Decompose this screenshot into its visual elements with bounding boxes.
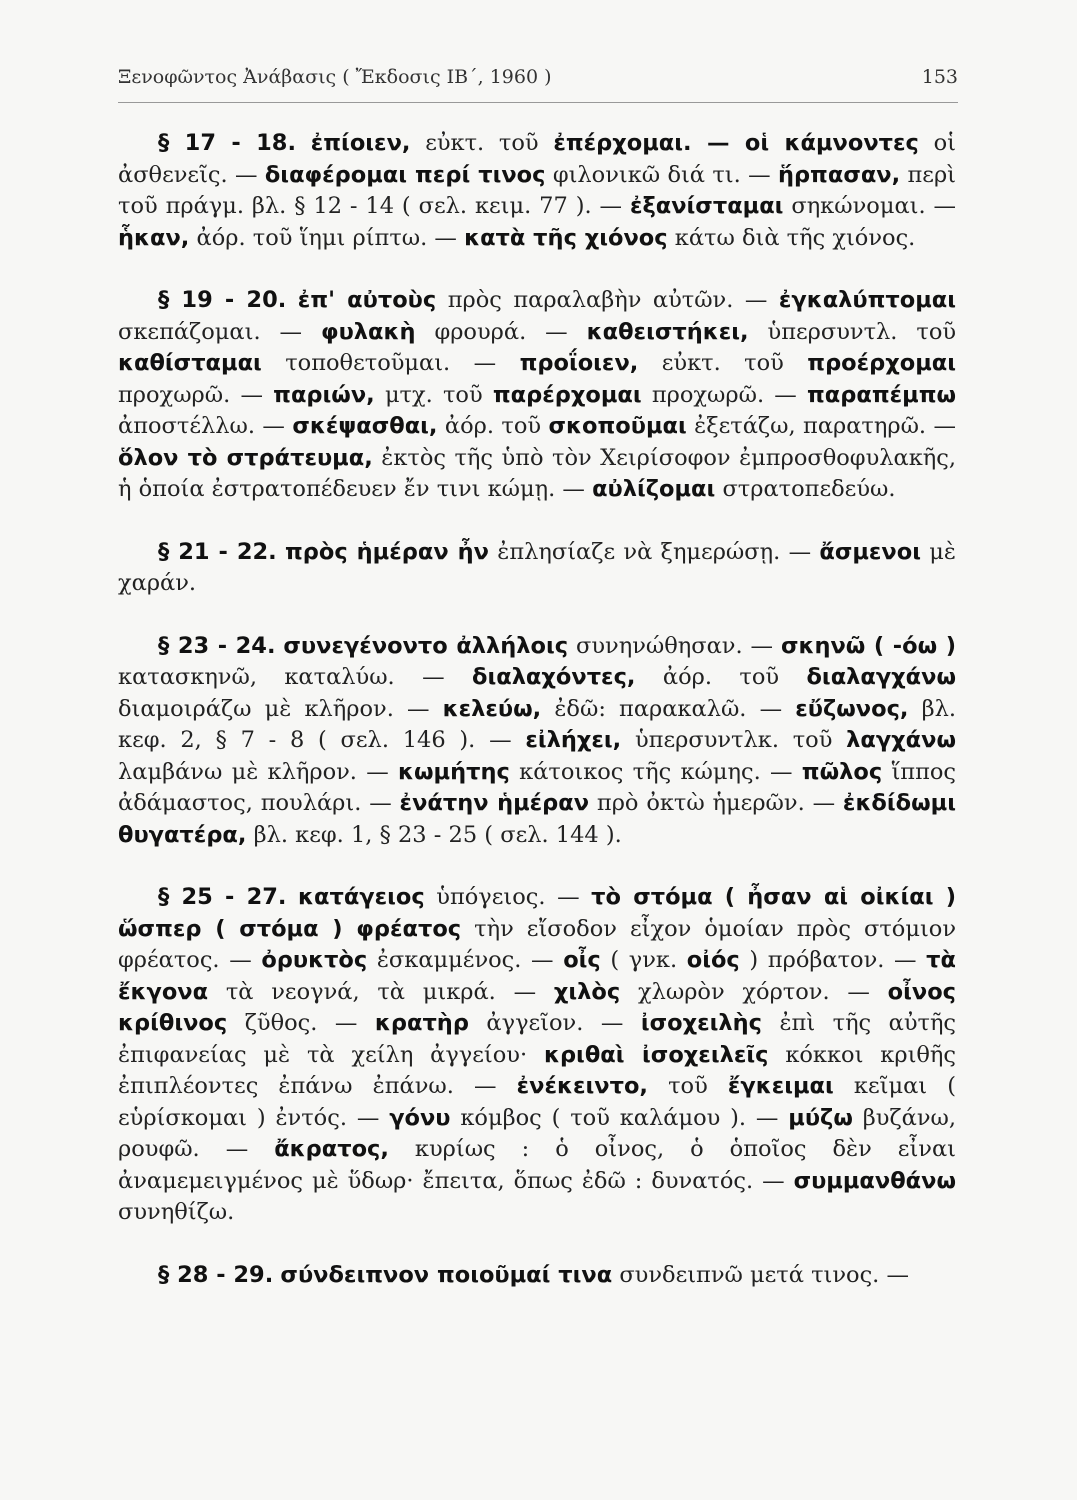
gloss-text: ζῦθος. — xyxy=(244,1010,358,1036)
lemma-term: γόνυ xyxy=(389,1104,451,1131)
lemma-term: κατὰ τῆς χιόνος xyxy=(464,224,668,251)
gloss-text: στρατοπεδεύω. xyxy=(722,476,896,502)
lemma-term: σύνδειπνον ποιοῦμαί τινα xyxy=(280,1261,613,1288)
gloss-text: συνδειπνῶ μετά τινος. — xyxy=(619,1261,909,1288)
gloss-text: τὰ νεογνά, τὰ μικρά. — xyxy=(225,978,537,1005)
section-label: § 21 - 22. xyxy=(158,538,277,565)
lemma-term: ἐγκαλύπτομαι xyxy=(778,287,956,313)
lemma-term: ἰσοχειλὴς xyxy=(640,1010,762,1036)
gloss-text: σκεπάζομαι. — xyxy=(118,318,303,345)
lemma-term: οἰός xyxy=(686,947,740,973)
lemma-term: διαφέρομαι περί τινος xyxy=(264,161,546,188)
gloss-text: ἀόρ. τοῦ ἵημι ρίπτω. — xyxy=(196,224,457,251)
lemma-term: πρὸς ἡμέραν ἦν xyxy=(284,538,489,565)
lemma-term: κωμήτης xyxy=(398,758,510,785)
gloss-text: ἀόρ. τοῦ xyxy=(662,664,780,690)
gloss-text: πρὸ ὀκτὼ ἡμερῶν. — xyxy=(596,790,836,816)
header-rule xyxy=(118,102,958,103)
gloss-text: πρὸς παραλαβὴν αὐτῶν. — xyxy=(447,287,768,313)
lemma-term: τὰ ἔκγονα xyxy=(118,947,956,1005)
gloss-text: διαμοιράζω μὲ κλῆρον. — xyxy=(118,695,430,722)
lemma-term: κατάγειος xyxy=(298,884,425,910)
gloss-text: κόκκοι κριθῆς ἐπιπλέοντες ἐπάνω ἐπάνω. — xyxy=(118,1041,957,1099)
lemma-term: ὀρυκτὸς xyxy=(261,947,368,973)
lemma-term: ἐξανίσταμαι xyxy=(629,193,784,219)
lemma-term: ἔγκειμαι xyxy=(727,1073,834,1099)
gloss-text: βυζάνω, ρουφῶ. — xyxy=(118,1104,957,1162)
lemma-term: λαγχάνω xyxy=(846,727,957,753)
lemma-term: κριθαὶ ἰσοχειλεῖς xyxy=(543,1041,769,1068)
section-label: § 28 - 29. xyxy=(158,1261,274,1288)
section-label: § 23 - 24. xyxy=(158,632,276,659)
lemma-term: ὅλον τὸ στράτευμα, xyxy=(118,444,373,471)
lemma-term: καθίσταμαι xyxy=(118,350,262,376)
gloss-text: λαμβάνω μὲ κλῆρον. — xyxy=(118,758,389,785)
gloss-text: κάτω διὰ τῆς χιόνος. xyxy=(674,224,916,251)
running-title: Ξενοφῶντος Ἀνάβασις ( Ἔκδοσις ΙΒ΄, 1960 ) xyxy=(118,66,552,88)
gloss-text: κάτοικος τῆς κώμης. — xyxy=(519,758,793,785)
lemma-term: ἐπέρχομαι. — οἱ κάμνοντες xyxy=(553,130,919,156)
body-text xyxy=(118,128,956,1322)
lemma-term: παρέρχομαι xyxy=(492,381,642,408)
gloss-text: ὑπόγειος. — xyxy=(436,884,580,910)
gloss-text: σηκώνομαι. — xyxy=(791,193,957,219)
gloss-text: τοποθετοῦμαι. — xyxy=(285,350,497,376)
gloss-text: ἀγγεῖον. — xyxy=(486,1010,624,1036)
lemma-term: ἐνάτην ἡμέραν xyxy=(399,790,590,816)
gloss-text: ( γνκ. xyxy=(610,947,678,973)
lemma-term: διαλαγχάνω xyxy=(806,664,957,690)
section-label: § 25 - 27. xyxy=(158,884,287,910)
page-number: 153 xyxy=(921,66,958,88)
lemma-term: καθειστήκει, xyxy=(586,318,749,345)
gloss-text: εὐκτ. τοῦ xyxy=(425,130,539,156)
gloss-text: προχωρῶ. — xyxy=(118,381,263,408)
gloss-text: ἐκτὸς τῆς ὑπὸ τὸν Χειρίσοφον ἐμπροσθοφυλακῆς, ἡ ὁποία ἐστρατοπέδευεν ἔν τινι κώμῃ. — xyxy=(118,444,956,502)
section-paragraph xyxy=(118,537,956,600)
section-paragraph xyxy=(118,631,956,852)
gloss-text: κατασκηνῶ, καταλύω. — xyxy=(118,664,445,690)
gloss-text: περὶ τοῦ πράγμ. βλ. § 12 - 14 ( σελ. κειμ. 77 ). — xyxy=(118,161,957,219)
gloss-text: ἐδῶ: παρακαλῶ. — xyxy=(554,695,783,722)
gloss-text: εὐκτ. τοῦ xyxy=(661,350,784,376)
lemma-term: ἐκδίδωμι θυγατέρα, xyxy=(118,790,956,848)
gloss-text: ἐπὶ τῆς αὐτῆς ἐπιφανείας μὲ τὰ χείλη ἀγγείου· xyxy=(118,1010,957,1068)
lemma-term: συμμανθάνω xyxy=(793,1167,957,1194)
gloss-text: κόμβος ( τοῦ καλάμου ). — xyxy=(460,1104,779,1131)
gloss-text: μτχ. τοῦ xyxy=(384,381,483,408)
gloss-text: χλωρὸν χόρτον. — xyxy=(637,978,870,1005)
section-paragraph xyxy=(118,882,956,1229)
lemma-term: χιλὸς xyxy=(553,978,621,1005)
lemma-term: τὸ στόμα ( ἦσαν αἱ οἰκίαι ) ὥσπερ ( στόμα ) φρέατος xyxy=(118,884,957,942)
lemma-term: προέρχομαι xyxy=(807,350,957,376)
section-paragraph xyxy=(118,285,956,506)
gloss-text: φιλονικῶ διά τι. — xyxy=(552,161,771,188)
lemma-term: ἄκρατος, xyxy=(274,1136,389,1162)
gloss-text: μὲ χαράν. xyxy=(118,538,956,596)
lemma-term: ἐνέκειντο, xyxy=(516,1073,648,1099)
section-label: § 19 - 20. xyxy=(158,287,287,313)
lemma-term: παραπέμπω xyxy=(807,381,957,408)
gloss-text: κυρίως : ὁ οἶνος, ὁ ὁποῖος δὲν εἶναι ἀναμεμειγμένος μὲ ὕδωρ· ἔπειτα, ὅπως ἐδῶ : δυνατός. — xyxy=(118,1136,956,1194)
section-label: § 17 - 18. xyxy=(158,130,296,156)
gloss-text: ὑπερσυντλκ. τοῦ xyxy=(634,727,833,753)
gloss-text: ἐξετάζω, παρατηρῶ. — xyxy=(694,413,957,439)
gloss-text: προχωρῶ. — xyxy=(651,381,797,408)
gloss-text: τοῦ xyxy=(668,1073,708,1099)
lemma-term: σκέψασθαι, xyxy=(292,413,438,439)
lemma-term: συνεγένοντο ἀλλήλοις xyxy=(283,632,569,659)
gloss-text: ἀόρ. τοῦ xyxy=(444,413,542,439)
gloss-text: συνηνώθησαν. — xyxy=(576,632,774,659)
running-header xyxy=(118,66,958,88)
gloss-text: φρουρά. — xyxy=(434,318,568,345)
lemma-term: οἶς xyxy=(563,947,601,973)
lemma-term: εἰλήχει, xyxy=(525,727,622,753)
lemma-term: διαλαχόντες, xyxy=(472,664,636,690)
gloss-text: ἐσκαμμένος. — xyxy=(376,947,554,973)
lemma-term: φυλακὴ xyxy=(321,318,416,345)
gloss-text: βλ. κεφ. 1, § 23 - 25 ( σελ. 144 ). xyxy=(253,821,622,848)
lemma-term: μύζω xyxy=(788,1104,853,1131)
lemma-term: παριών, xyxy=(273,381,375,408)
gloss-text: ἀποστέλλω. — xyxy=(118,413,285,439)
lemma-term: ἧκαν, xyxy=(118,224,190,251)
lemma-term: κρατὴρ xyxy=(374,1010,469,1036)
gloss-text: ἐπλησίαζε νὰ ξημερώσῃ. — xyxy=(497,538,812,565)
gloss-text: ἵππος ἀδάμαστος, πουλάρι. — xyxy=(118,758,957,816)
lemma-term: προΐοιεν, xyxy=(519,350,639,376)
lemma-term: πῶλος xyxy=(801,758,883,785)
gloss-text: βλ. κεφ. 2, § 7 - 8 ( σελ. 146 ). — xyxy=(118,695,957,753)
gloss-text: ὑπερσυντλ. τοῦ xyxy=(767,318,957,345)
gloss-text: οἱ ἀσθενεῖς. — xyxy=(118,130,956,188)
gloss-text: κεῖμαι ( εὑρίσκομαι ) ἐντός. — xyxy=(118,1073,956,1131)
lemma-term: αὐλίζομαι xyxy=(592,476,716,502)
lemma-term: ἐπίοιεν, xyxy=(310,130,411,156)
lemma-term: ἄσμενοι xyxy=(819,538,921,565)
lemma-term: οἶνος κρίθινος xyxy=(118,978,957,1036)
lemma-term: σκηνῶ ( -όω ) xyxy=(780,632,957,659)
lemma-term: κελεύω, xyxy=(442,695,542,722)
gloss-text: τὴν εἴσοδον εἶχον ὁμοίαν πρὸς στόμιον φρέατος. — xyxy=(118,915,956,973)
gloss-text: συνηθίζω. xyxy=(118,1199,235,1225)
lemma-term: σκοποῦμαι xyxy=(548,413,687,439)
lemma-term: ἥρπασαν, xyxy=(777,161,901,188)
lemma-term: εὔζωνος, xyxy=(795,695,909,722)
gloss-text: ) πρόβατον. — xyxy=(749,947,917,973)
lemma-term: ἐπ' αὐτοὺς xyxy=(297,287,437,313)
section-paragraph xyxy=(118,1260,956,1292)
section-paragraph xyxy=(118,128,956,254)
